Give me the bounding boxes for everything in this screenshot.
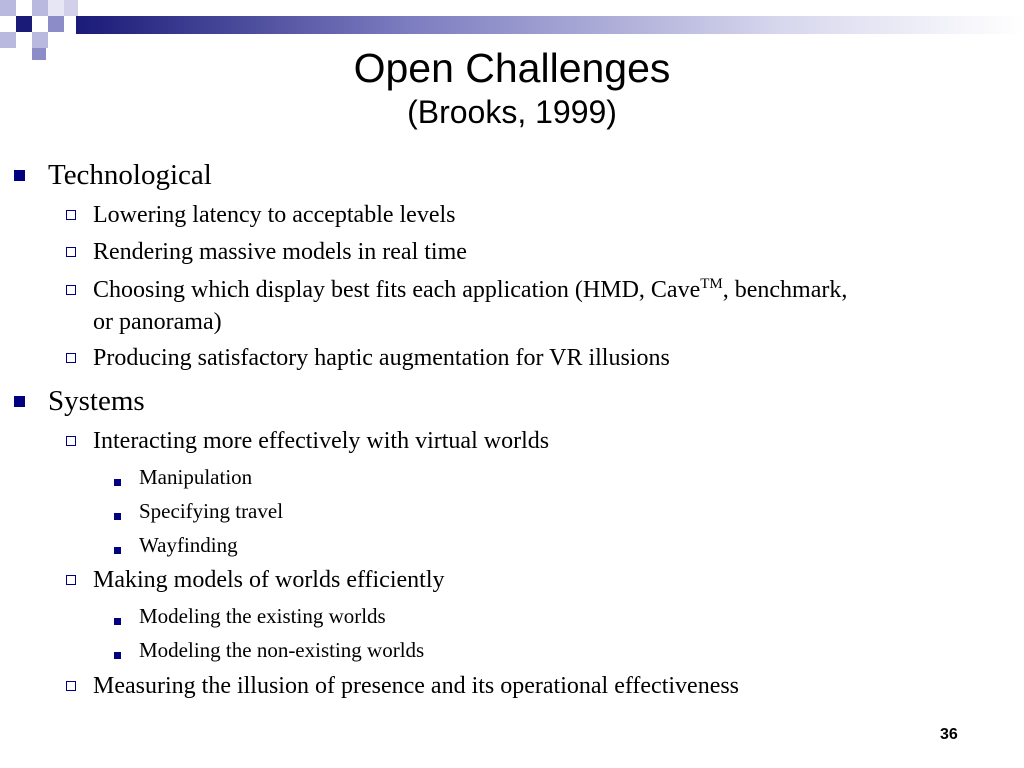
section-heading-technological: Technological (48, 159, 212, 191)
trademark-mark: TM (700, 276, 723, 292)
list-item-continuation: or panorama) (93, 309, 222, 335)
list-item (93, 275, 847, 305)
list-item: Making models of worlds efficiently (93, 567, 445, 593)
bullet-small-square-icon (114, 479, 121, 486)
page-number: 36 (940, 726, 958, 743)
list-item-text: Choosing which display best fits each application (HMD, Cave (93, 277, 701, 303)
bullet-square-icon (14, 396, 25, 407)
bullet-square-icon (14, 170, 25, 181)
sub-list-item: Modeling the existing worlds (139, 604, 386, 628)
slide-subtitle: (Brooks, 1999) (407, 94, 617, 130)
list-item: Producing satisfactory haptic augmentation for VR illusions (93, 345, 670, 371)
list-item-text: , benchmark, (722, 277, 848, 303)
bullet-hollow-square-icon (66, 575, 76, 585)
slide-title: Open Challenges (353, 45, 671, 91)
bullet-hollow-square-icon (66, 210, 76, 220)
section-heading-systems: Systems (48, 385, 145, 417)
list-item: Lowering latency to acceptable levels (93, 202, 456, 228)
sub-list-item: Modeling the non-existing worlds (139, 638, 425, 662)
bullet-hollow-square-icon (66, 681, 76, 691)
bullet-hollow-square-icon (66, 436, 76, 446)
bullet-hollow-square-icon (66, 353, 76, 363)
list-item: Rendering massive models in real time (93, 239, 467, 265)
bullet-hollow-square-icon (66, 285, 76, 295)
bullet-small-square-icon (114, 513, 121, 520)
bullet-small-square-icon (114, 652, 121, 659)
bullet-small-square-icon (114, 618, 121, 625)
sub-list-item: Wayfinding (139, 533, 238, 557)
bullet-hollow-square-icon (66, 247, 76, 257)
sub-list-item: Manipulation (139, 465, 253, 489)
bullet-small-square-icon (114, 547, 121, 554)
list-item: Interacting more effectively with virtual worlds (93, 428, 550, 454)
list-item: Measuring the illusion of presence and its operational effectiveness (93, 673, 740, 699)
sub-list-item: Specifying travel (139, 499, 284, 523)
